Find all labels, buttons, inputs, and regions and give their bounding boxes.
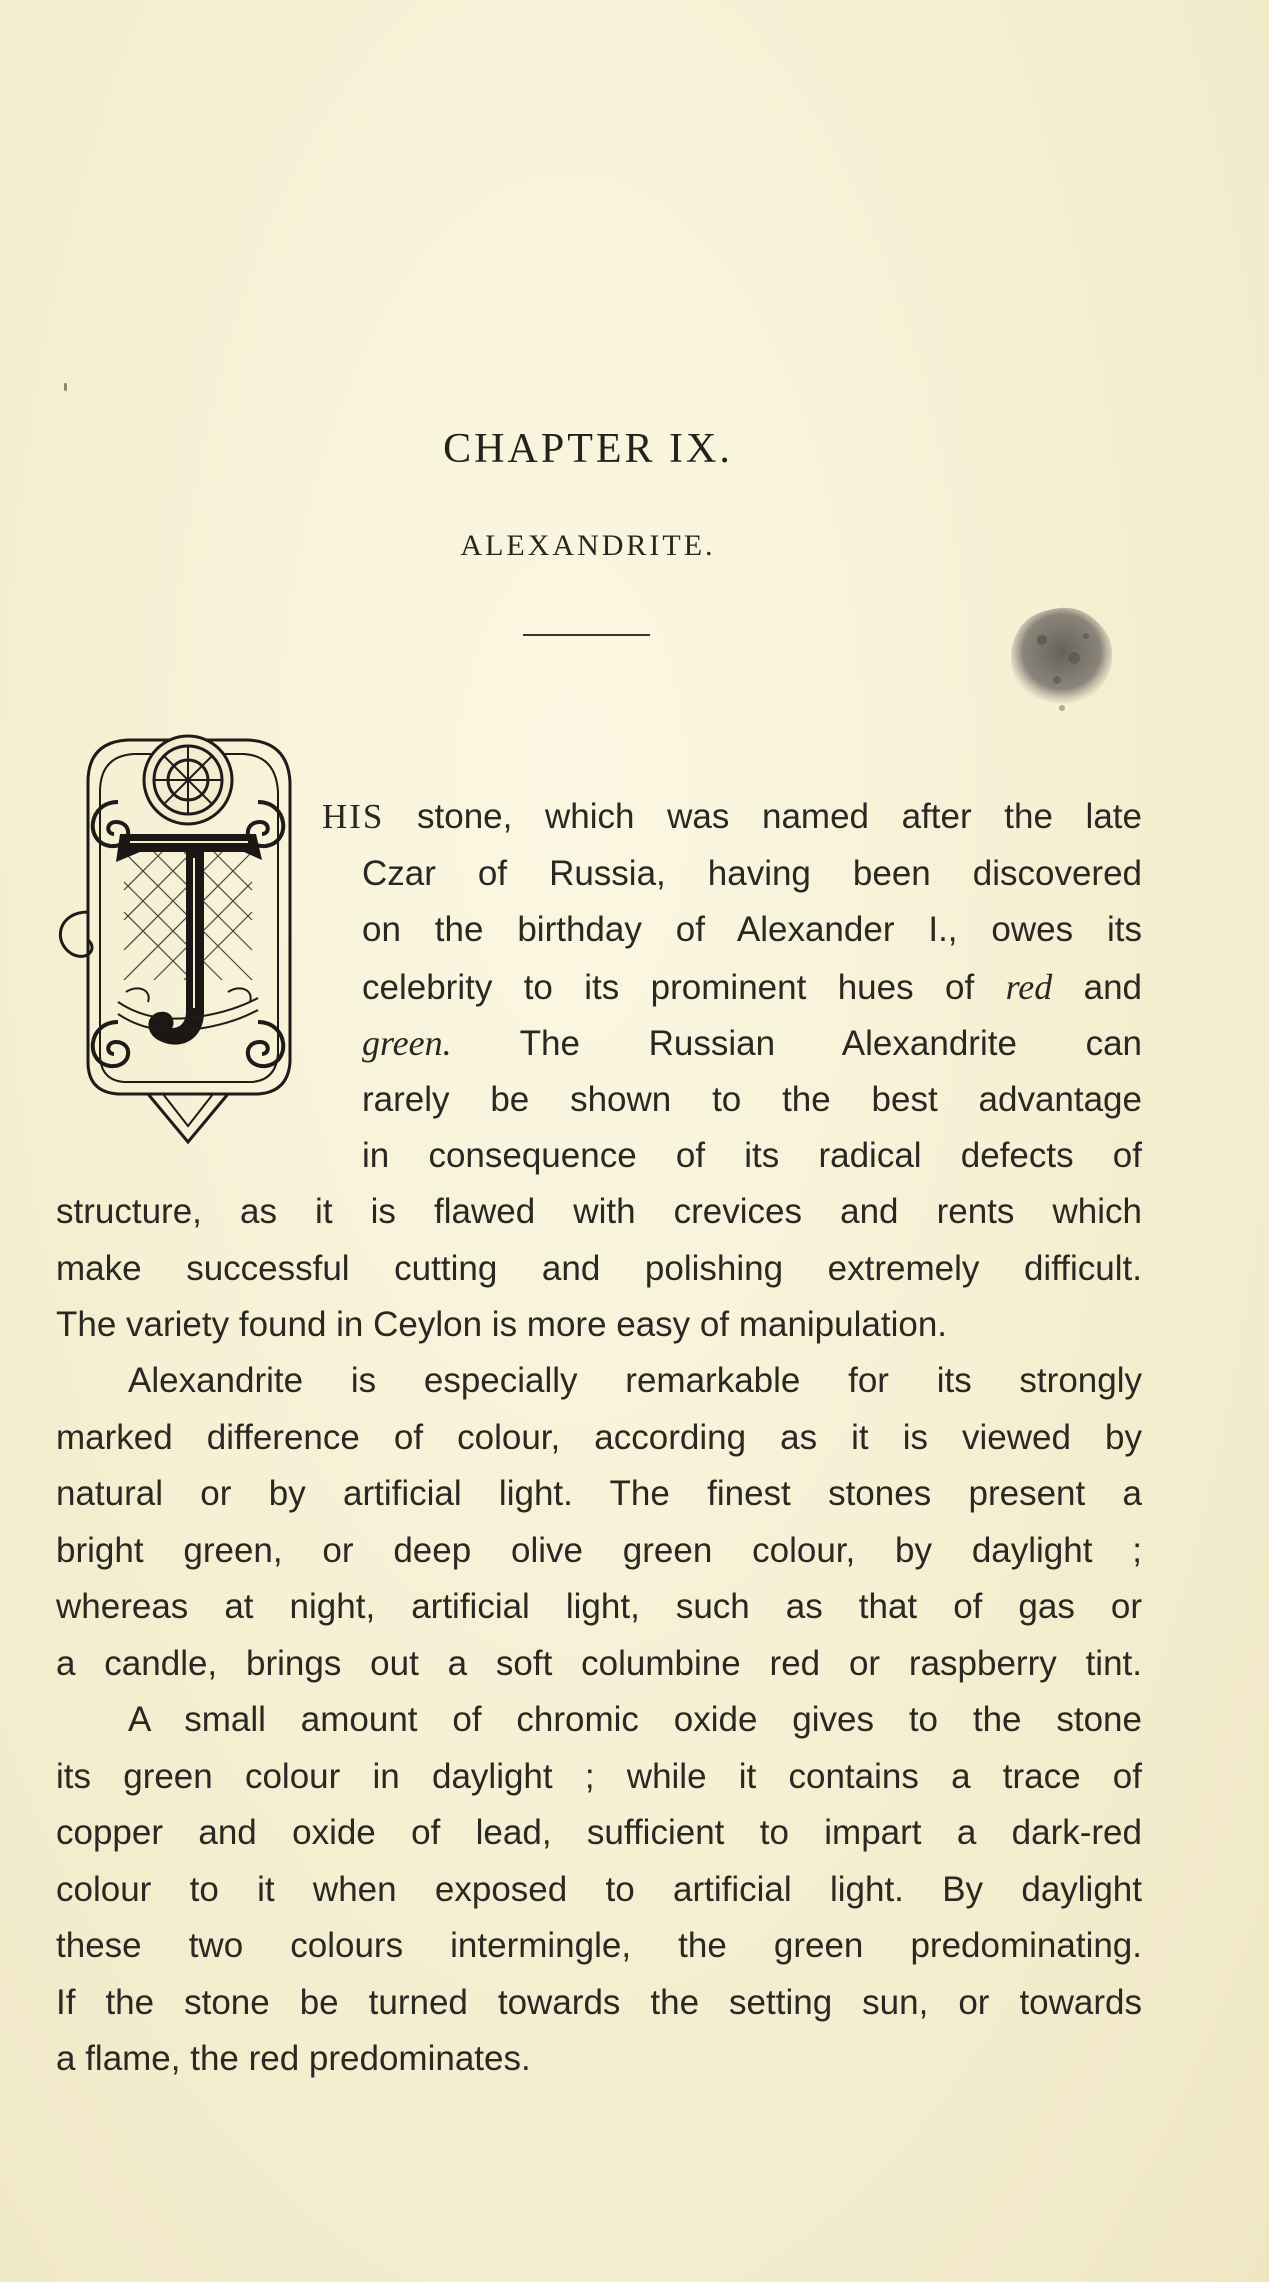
text-line: bright green, or deep olive green colour, by daylight ; (56, 1530, 1142, 1570)
paragraph-3 (56, 1692, 1142, 2088)
text-fragment: celebrity to its prominent hues of (362, 967, 1006, 1007)
paragraph-2 (56, 1353, 1142, 1692)
text-line: in consequence of its radical defects of (362, 1136, 1142, 1175)
text-line: natural or by artificial light. The finest stones present a (56, 1474, 1142, 1513)
text-fragment: The Russian Alexandrite can (451, 1024, 1142, 1063)
drop-cap-ornament (48, 722, 318, 1162)
text-fragment: stone, which was named after the late (384, 797, 1142, 836)
text-line: Alexandrite is especially remarkable for its strongly (128, 1361, 1142, 1400)
italic-word: red (1005, 966, 1053, 1007)
paragraph-1-full (56, 1184, 1142, 1354)
text-line (322, 1015, 1142, 1072)
text-line: a flame, the red predominates. (56, 2039, 531, 2078)
ink-speck (64, 383, 67, 391)
text-line: A small amount of chromic oxide gives to the stone (128, 1700, 1142, 1739)
text-line: make successful cutting and polishing extremely difficult. (56, 1248, 1142, 1288)
divider-rule (523, 634, 650, 636)
opening-word-caps: HIS (322, 797, 385, 836)
text-line: whereas at night, artificial light, such as that of gas or (56, 1587, 1142, 1626)
text-line (322, 789, 1142, 846)
text-line: a candle, brings out a soft columbine red or raspberry tint. (56, 1643, 1142, 1683)
text-line: copper and oxide of lead, sufficient to impart a dark-red (56, 1813, 1142, 1852)
text-line (322, 959, 1142, 1016)
text-line: marked difference of colour, according as it is viewed by (56, 1417, 1142, 1457)
text-line: colour to it when exposed to artificial light. By daylight (56, 1869, 1142, 1909)
text-fragment: and (1052, 967, 1142, 1007)
text-line: rarely be shown to the best advantage (362, 1079, 1142, 1119)
chapter-subtitle: ALEXANDRITE. (460, 529, 716, 562)
ink-blot-stain (1002, 600, 1120, 718)
text-line: these two colours intermingle, the green predominating. (56, 1926, 1142, 1965)
chapter-title: CHAPTER IX. (443, 426, 733, 472)
text-line: structure, as it is flawed with crevices and rents which (56, 1192, 1142, 1231)
text-line: If the stone be turned towards the setting sun, or towards (56, 1982, 1142, 2022)
text-line: on the birthday of Alexander I., owes its (362, 910, 1142, 949)
italic-word: green. (362, 1023, 452, 1063)
paragraph-1-beside-cap (322, 789, 1142, 1185)
text-line: its green colour in daylight ; while it contains a trace of (56, 1756, 1142, 1796)
text-line: Czar of Russia, having been discovered (362, 853, 1142, 893)
text-line: The variety found in Ceylon is more easy of manipulation. (56, 1305, 948, 1344)
